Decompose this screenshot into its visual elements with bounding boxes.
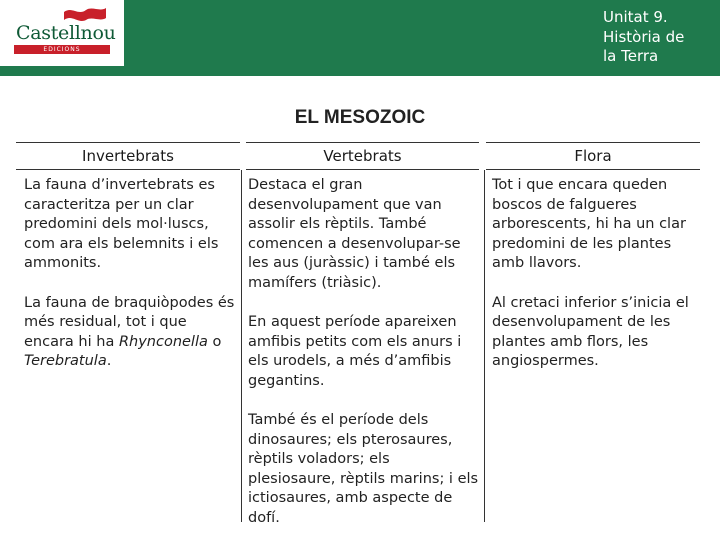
page-title: EL MESOZOIC bbox=[294, 107, 426, 128]
vertebrats-paragraph-3: També és el període dels dinosaures; els pterosaures, rèptils voladors; els plesiosaure, rèptils marins; i els ictiosaures, amb aspecte de dofí. bbox=[248, 412, 479, 526]
genus-name: Rhynconella bbox=[118, 333, 208, 350]
publisher-logo bbox=[0, 0, 124, 66]
header-band bbox=[0, 0, 720, 76]
paragraph-text: o bbox=[207, 333, 222, 350]
paragraph-text: . bbox=[106, 353, 112, 369]
unit-line-3: la Terra bbox=[603, 47, 659, 65]
invertebrats-paragraph-2 bbox=[24, 294, 240, 372]
column-divider bbox=[484, 170, 485, 522]
column-header-vertebrats: Vertebrats bbox=[246, 142, 479, 170]
column-header-flora: Flora bbox=[486, 142, 700, 170]
logo-name: Castellnou bbox=[16, 22, 116, 44]
invertebrats-text bbox=[24, 176, 240, 372]
flora-paragraph-2: Al cretaci inferior s’inicia el desenvolupament de les plantes amb flors, les angiospermes. bbox=[492, 294, 689, 369]
paragraph-text: La fauna de braquiòpodes és més residual, tot i que encara hi ha bbox=[24, 294, 235, 350]
column-divider bbox=[241, 170, 242, 522]
flora-text bbox=[492, 176, 702, 372]
invertebrats-paragraph-1: La fauna d’invertebrats es caracteritza per un clar predomini dels mol·luscs, com ara els belemnits i els ammonits. bbox=[24, 177, 219, 271]
unit-label bbox=[603, 8, 715, 67]
vertebrats-paragraph-1: Destaca el gran desenvolupament que van assolir els rèptils. També comencen a desenvolupar-se les aus (juràssic) i també els mamífers (triàsic). bbox=[248, 177, 461, 291]
genus-name: Terebratula bbox=[24, 353, 107, 369]
column-header-invertebrats: Invertebrats bbox=[16, 142, 240, 170]
vertebrats-paragraph-2: En aquest període apareixen amfibis petits com els anurs i els urodels, a més d’amfibis gegantins. bbox=[248, 314, 462, 389]
logo-subtitle: EDICIONS bbox=[14, 45, 110, 54]
vertebrats-text bbox=[248, 176, 480, 528]
unit-line-2: Història de bbox=[603, 27, 685, 46]
flora-paragraph-1: Tot i que encara queden boscos de falgueres arborescents, hi ha un clar predomini de les plantes amb llavors. bbox=[492, 177, 686, 271]
unit-line-1: Unitat 9. bbox=[603, 8, 668, 26]
